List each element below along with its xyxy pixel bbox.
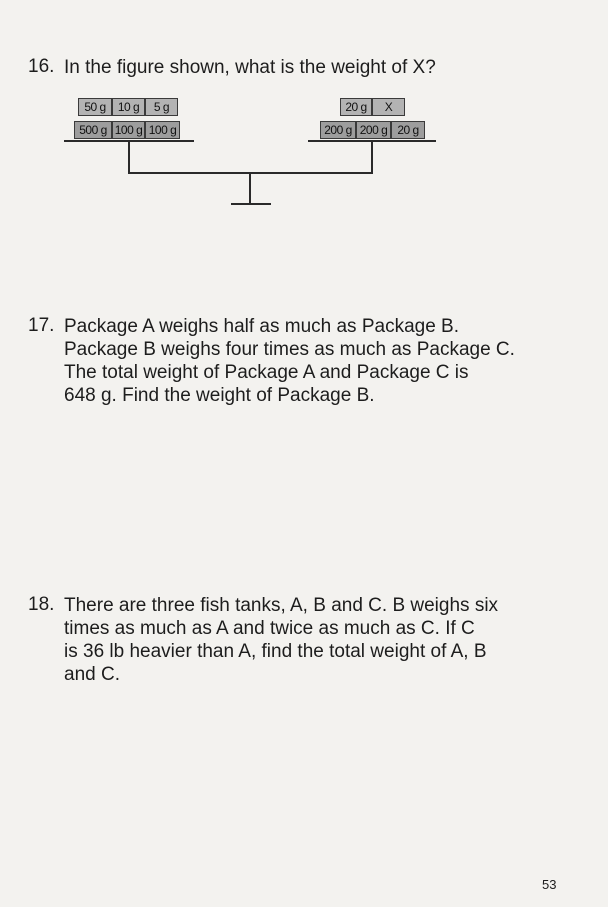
weight-block: 200 g [320, 121, 356, 139]
weight-block: 100 g [112, 121, 145, 139]
center-stand [249, 172, 251, 205]
question-text: There are three fish tanks, A, B and C. B weighs six times as much as A and twice as much as C. If C is 36 lb heavier than A, find the total weight of A, B and C. [64, 595, 499, 685]
right-post [371, 141, 373, 174]
weight-block: 20 g [391, 121, 425, 139]
weight-block: 500 g [74, 121, 112, 139]
weight-block: 20 g [340, 98, 372, 116]
page-number: 53 [542, 877, 557, 892]
question-text: In the figure shown, what is the weight of X? [64, 57, 436, 78]
question-number: 18. [28, 594, 55, 615]
question-number: 16. [28, 56, 55, 77]
weight-block: 100 g [145, 121, 180, 139]
stand-base [231, 203, 271, 205]
weight-block: 5 g [145, 98, 178, 116]
question-number: 17. [28, 315, 55, 336]
weight-block: 10 g [112, 98, 145, 116]
weight-block: 200 g [356, 121, 391, 139]
weight-block-x: X [372, 98, 405, 116]
left-post [128, 141, 130, 174]
weight-block: 50 g [78, 98, 112, 116]
question-text: Package A weighs half as much as Package B. Package B weighs four times as much as Package C. The total weight of Package A and Package C is 648 g. Find the weight of Package B. [64, 316, 515, 406]
